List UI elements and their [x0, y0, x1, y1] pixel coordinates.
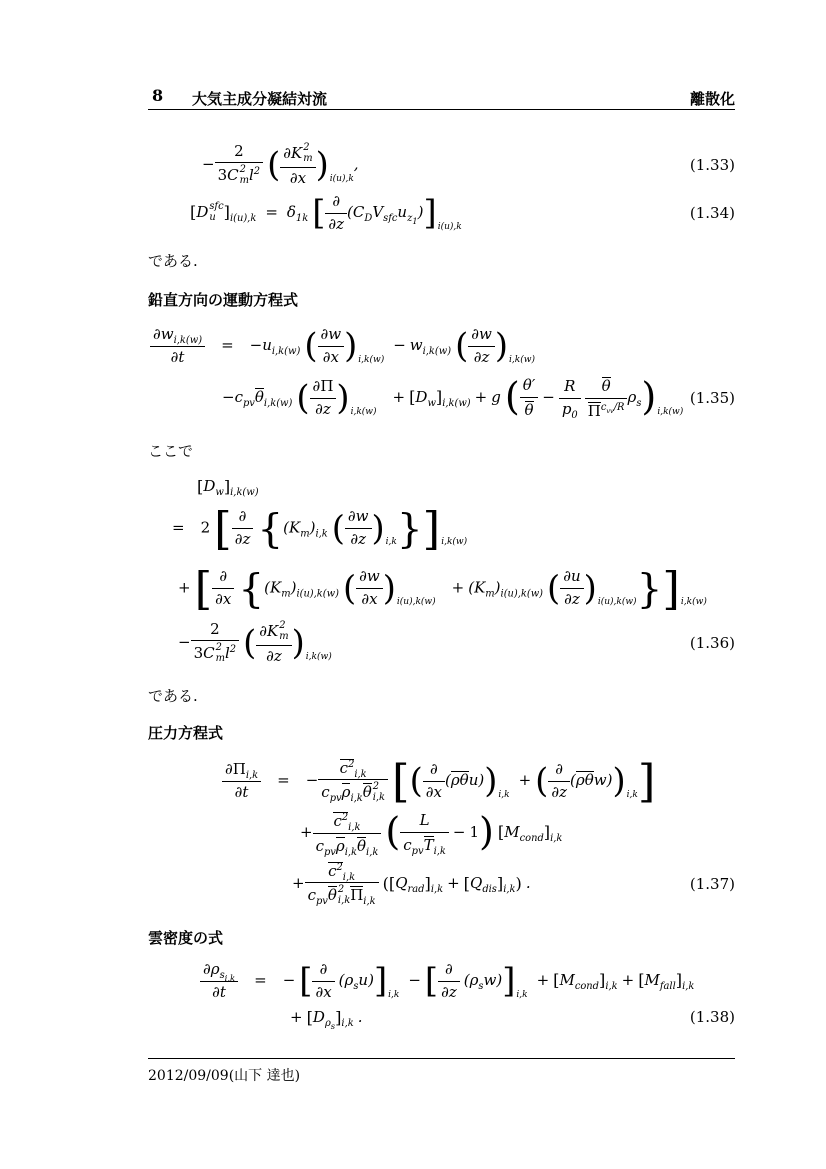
equation-1-36-math-line-2: = 2[ ∂ ∂z {$(K_m)_{i,k}$ ( $\frac{\partial w}{\partial z}$ )$_{i,k}\}]_{i,k(w)}$ [172, 501, 468, 555]
header-title-right: 離散化 [689, 90, 735, 108]
equation-1-37-line-3 [148, 858, 735, 910]
equation-1-34 [148, 190, 735, 236]
equation-1-36-line-1 [148, 472, 735, 500]
equation-1-37-line-2 [148, 808, 735, 858]
equation-1-37-math-line-3: + $c^2_{i,k}$ $c_{pv}\theta$ 2 i,k $\Pi_{i,k}$ $([Q_{rad}]_{i,k} + [Q_{dis}]_{i,k})$ . [292, 861, 531, 908]
equation-1-37-math-line-2: + $c^2_{i,k}$ $c_{pv}\rho_{i,k}\theta_{i,k}$ ( L $c_{pv}T_{i,k}$ − 1) $[M_{cond}]_{i,k}$ [300, 809, 563, 858]
heading-cloud-density-equation: 雲密度の式 [148, 929, 224, 947]
equation-1-36-line-2 [148, 502, 735, 554]
equation-1-37-math-line-1: $\frac{\partial\Pi_{i,k}}{\partial t}$ = − $c^2_{i,k}$ $c_{pv}\rho_{i,k}\theta$ 2 i,k [( ∂ ∂x $(\rho\theta u))_{i,k}+$ ( ∂ ∂z $(\rho\theta w))_{i,k}$] [222, 758, 655, 804]
equation-1-36-number: (1.36) [689, 634, 735, 652]
equation-1-34-math: [D sfc u ]$_{i(u),k} = \delta_{1k}$ [ ∂ ∂z $(C_DV_{sfc}u_{z_1})]_{i(u),k}$ [190, 192, 462, 233]
equation-1-35-number: (1.35) [689, 389, 735, 407]
equation-1-35-math-line-1: $\frac{\partial w_{i,k(w)}}{\partial t}$ = $-u_{i,k(w)}$ ( $\frac{\partial w}{\partial x}$ )$_{i,k(w)}- w_{i,k(w)}$ ( $\frac{\partial w}{\partial z}$ )$_{i,k(w)}$ [150, 326, 535, 366]
equation-1-36-line-4 [148, 618, 735, 668]
heading-vertical-motion-equation: 鉛直方向の運動方程式 [148, 291, 299, 309]
equation-1-36-math-line-4: − 2 3C 2 m $l^2$ ( ∂K 2 m ∂z )$_{i,k(w)}$ [178, 619, 332, 665]
equation-1-33-math: − 2 3C 2 m $l^2$ ( ∂K 2 m ∂x )$_{i(u),k}$, [202, 141, 359, 187]
header-title-left: 大気主成分凝結対流 [192, 90, 328, 108]
equation-1-36-math-line-1: $[D_w]_{i,k(w)}$ [197, 476, 259, 498]
paragraph-kokode: ここで [148, 442, 194, 460]
equation-1-35-math-line-2: $-c_{pv}\theta_{i,k(w)}$ ( $\frac{\partial\Pi}{\partial z}$ )$_{i,k(w)}+ [D_w]_{i,k(w)} + g$ ( $\frac{\theta'}{\theta}$ − $\frac{R}{p_0}$ θ $\Pi^{c_{vv}/R}$ $\rho_s)_{i,k(w)}$ [222, 374, 684, 421]
equation-1-35-line-1 [148, 320, 735, 372]
equation-1-35-line-2 [148, 372, 735, 424]
equation-1-38-line-1 [148, 956, 735, 1006]
page-number: 8 [152, 86, 164, 105]
paragraph-dearu-1: である. [148, 252, 198, 270]
heading-pressure-equation: 圧力方程式 [148, 724, 224, 742]
equation-1-38-number: (1.38) [689, 1008, 735, 1026]
equation-1-37-line-1 [148, 754, 735, 808]
equation-1-38-math-line-1: $\partial\rho_{s_{i,k}}$ ∂t = − [ ∂ ∂x $(\rho_su)]_{i,k}-$ [ ∂ ∂z $(\rho_sw)]_{i,k}+ [M_{cond}]_{i,k} + [M_{fall}]_{i,k}$ [200, 961, 694, 1001]
paragraph-dearu-2: である. [148, 687, 198, 705]
equation-1-38-math-line-2: + $[D_{\rho_s}]_{i,k}$ . [290, 1007, 363, 1031]
footer-date-author: 2012/09/09(山下 達也) [148, 1068, 301, 1084]
equation-1-33 [148, 140, 735, 190]
equation-1-38-line-2 [148, 1004, 735, 1030]
equation-1-36-math-line-3: +[ ∂ ∂x {$(K_m)_{i(u),k(w)}$ ( $\frac{\partial w}{\partial x}$ )$_{i(u),k(w)}+ (K_m)_{i(u),k(w)}$ ( $\frac{\partial u}{\partial z}$ )$_{i(u),k(w)}\}]_{i,k(w)}$ [178, 561, 707, 615]
footer-rule [148, 1058, 735, 1059]
equation-1-33-number: (1.33) [689, 156, 735, 174]
equation-1-34-number: (1.34) [689, 204, 735, 222]
equation-1-36-line-3 [148, 560, 735, 616]
equation-1-37-number: (1.37) [689, 875, 735, 893]
page-header [148, 86, 735, 110]
